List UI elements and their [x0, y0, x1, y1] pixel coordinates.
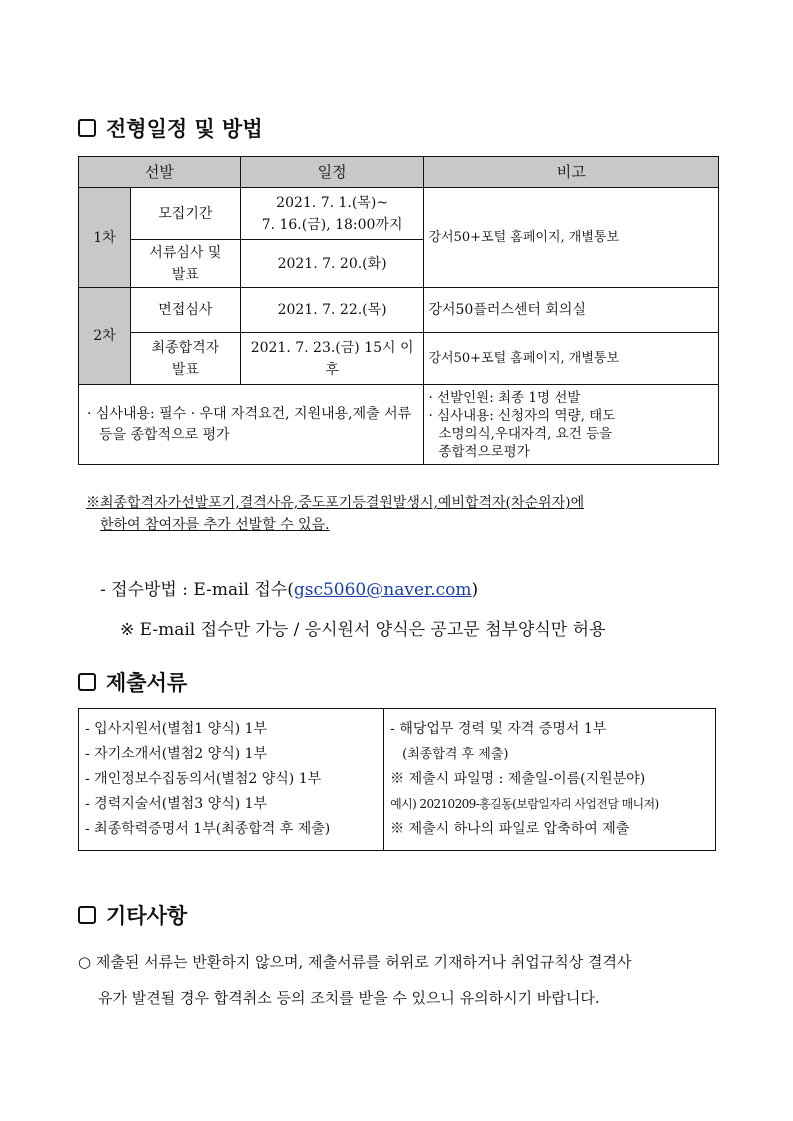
label-line: 발표 — [171, 361, 199, 378]
checkbox-square-icon — [78, 119, 96, 137]
round1-doc-review-label — [130, 240, 240, 288]
criteria-left — [79, 385, 424, 465]
notice — [86, 492, 726, 536]
document-item: - 최종학력증명서 1부(최종합격 후 제출) — [85, 821, 331, 837]
documents-table — [78, 708, 716, 851]
round2-label: 2차 — [79, 288, 131, 385]
section-title-text: 기타사항 — [106, 904, 188, 928]
round2-interview-label: 면접심사 — [130, 288, 240, 333]
section-title-text: 전형일정 및 방법 — [106, 117, 263, 141]
criteria-line: · 심사내용: 필수 · 우대 자격요건, 지원내용,제출 서류 — [87, 405, 412, 422]
round2-final-label — [130, 333, 240, 385]
document-item: ※ 제출시 하나의 파일로 압축하여 제출 — [390, 821, 630, 837]
section-title-etc — [78, 900, 187, 930]
round2-interview-date: 2021. 7. 22.(목) — [240, 288, 424, 333]
criteria-line: · 심사내용: 신청자의 역량, 태도 — [428, 407, 616, 424]
table-row — [79, 288, 719, 333]
etc-line: 제출된 서류는 반환하지 않으며, 제출서류를 허위로 기재하거나 취업규칙상 결격사 — [95, 953, 632, 971]
criteria-line: · 선발인원: 최종 1명 선발 — [428, 389, 581, 406]
notice-line: 한하여 참여자를 추가 선발할 수 있음. — [100, 517, 330, 533]
document-item: - 자기소개서(별첨2 양식) 1부 — [85, 746, 268, 762]
round2-final-note: 강서50+포털 홈페이지, 개별통보 — [424, 333, 719, 385]
round2-final-date: 2021. 7. 23.(금) 15시 이후 — [240, 333, 424, 385]
section-title-text: 제출서류 — [106, 671, 188, 695]
section-title-schedule — [78, 113, 263, 143]
criteria-line: 소명의식,우대자격, 요건 등을 — [438, 425, 613, 442]
etc-line: 유가 발견될 경우 합격취소 등의 조치를 받을 수 있으니 유의하시기 바랍니다. — [98, 989, 600, 1007]
date-line: 2021. 7. 1.(목)~ — [276, 194, 389, 211]
document-item: - 해당업무 경력 및 자격 증명서 1부 — [390, 721, 607, 737]
checkbox-square-icon — [78, 906, 96, 924]
round1-recruit-date — [240, 188, 424, 240]
criteria-line: 등을 종합적으로 평가 — [99, 426, 230, 443]
round2-interview-note: 강서50플러스센터 회의실 — [424, 288, 719, 333]
etc-paragraph — [78, 944, 728, 1016]
method-prefix: - 접수방법 : E-mail 접수( — [100, 580, 294, 600]
document-item: - 경력지술서(별첨3 양식) 1부 — [85, 796, 268, 812]
checkbox-square-icon — [78, 673, 96, 691]
round1-recruit-label: 모집기간 — [130, 188, 240, 240]
document-item: (최종합격 후 제출) — [402, 747, 509, 762]
round1-note: 강서50+포털 홈페이지, 개별통보 — [424, 188, 719, 288]
document-item: - 개인정보수집동의서(별첨2 양식) 1부 — [85, 771, 322, 787]
label-line: 발표 — [171, 266, 199, 283]
method-suffix: ) — [471, 580, 479, 600]
table-row — [79, 188, 719, 240]
date-line: 7. 16.(금), 18:00까지 — [261, 216, 403, 233]
table-row — [79, 385, 719, 465]
header-remarks: 비고 — [424, 157, 719, 188]
header-selection: 선발 — [79, 157, 241, 188]
section-title-documents — [78, 667, 187, 697]
label-line: 서류심사 및 — [149, 244, 222, 261]
document-item: - 입사지원서(별첨1 양식) 1부 — [85, 721, 268, 737]
documents-left — [79, 709, 384, 851]
table-header-row — [79, 157, 719, 188]
document-item: ※ 제출시 파일명 : 제출일-이름(지원분야) — [390, 771, 646, 787]
header-schedule: 일정 — [240, 157, 424, 188]
schedule-table — [78, 156, 719, 465]
round1-doc-review-date: 2021. 7. 20.(화) — [240, 240, 424, 288]
method-note: ※ E-mail 접수만 가능 / 응시원서 양식은 공고문 첨부양식만 허용 — [120, 620, 606, 640]
criteria-line: 종합적으로평가 — [438, 443, 530, 460]
email-link[interactable]: gsc5060@naver.com — [293, 580, 472, 600]
notice-line: ※최종합격자가선발포기,결격사유,중도포기등결원발생시,예비합격자(차순위자)에 — [86, 495, 585, 511]
round1-label: 1차 — [79, 188, 131, 288]
criteria-right — [424, 385, 719, 465]
documents-right — [384, 709, 716, 851]
label-line: 최종합격자 — [151, 339, 220, 356]
document-item: 예시) 20210209-홍길동(보람일자리 사업전담 매니저) — [390, 797, 659, 811]
table-row — [79, 333, 719, 385]
circle-bullet-icon: ○ — [78, 953, 92, 971]
submission-method — [100, 575, 478, 600]
